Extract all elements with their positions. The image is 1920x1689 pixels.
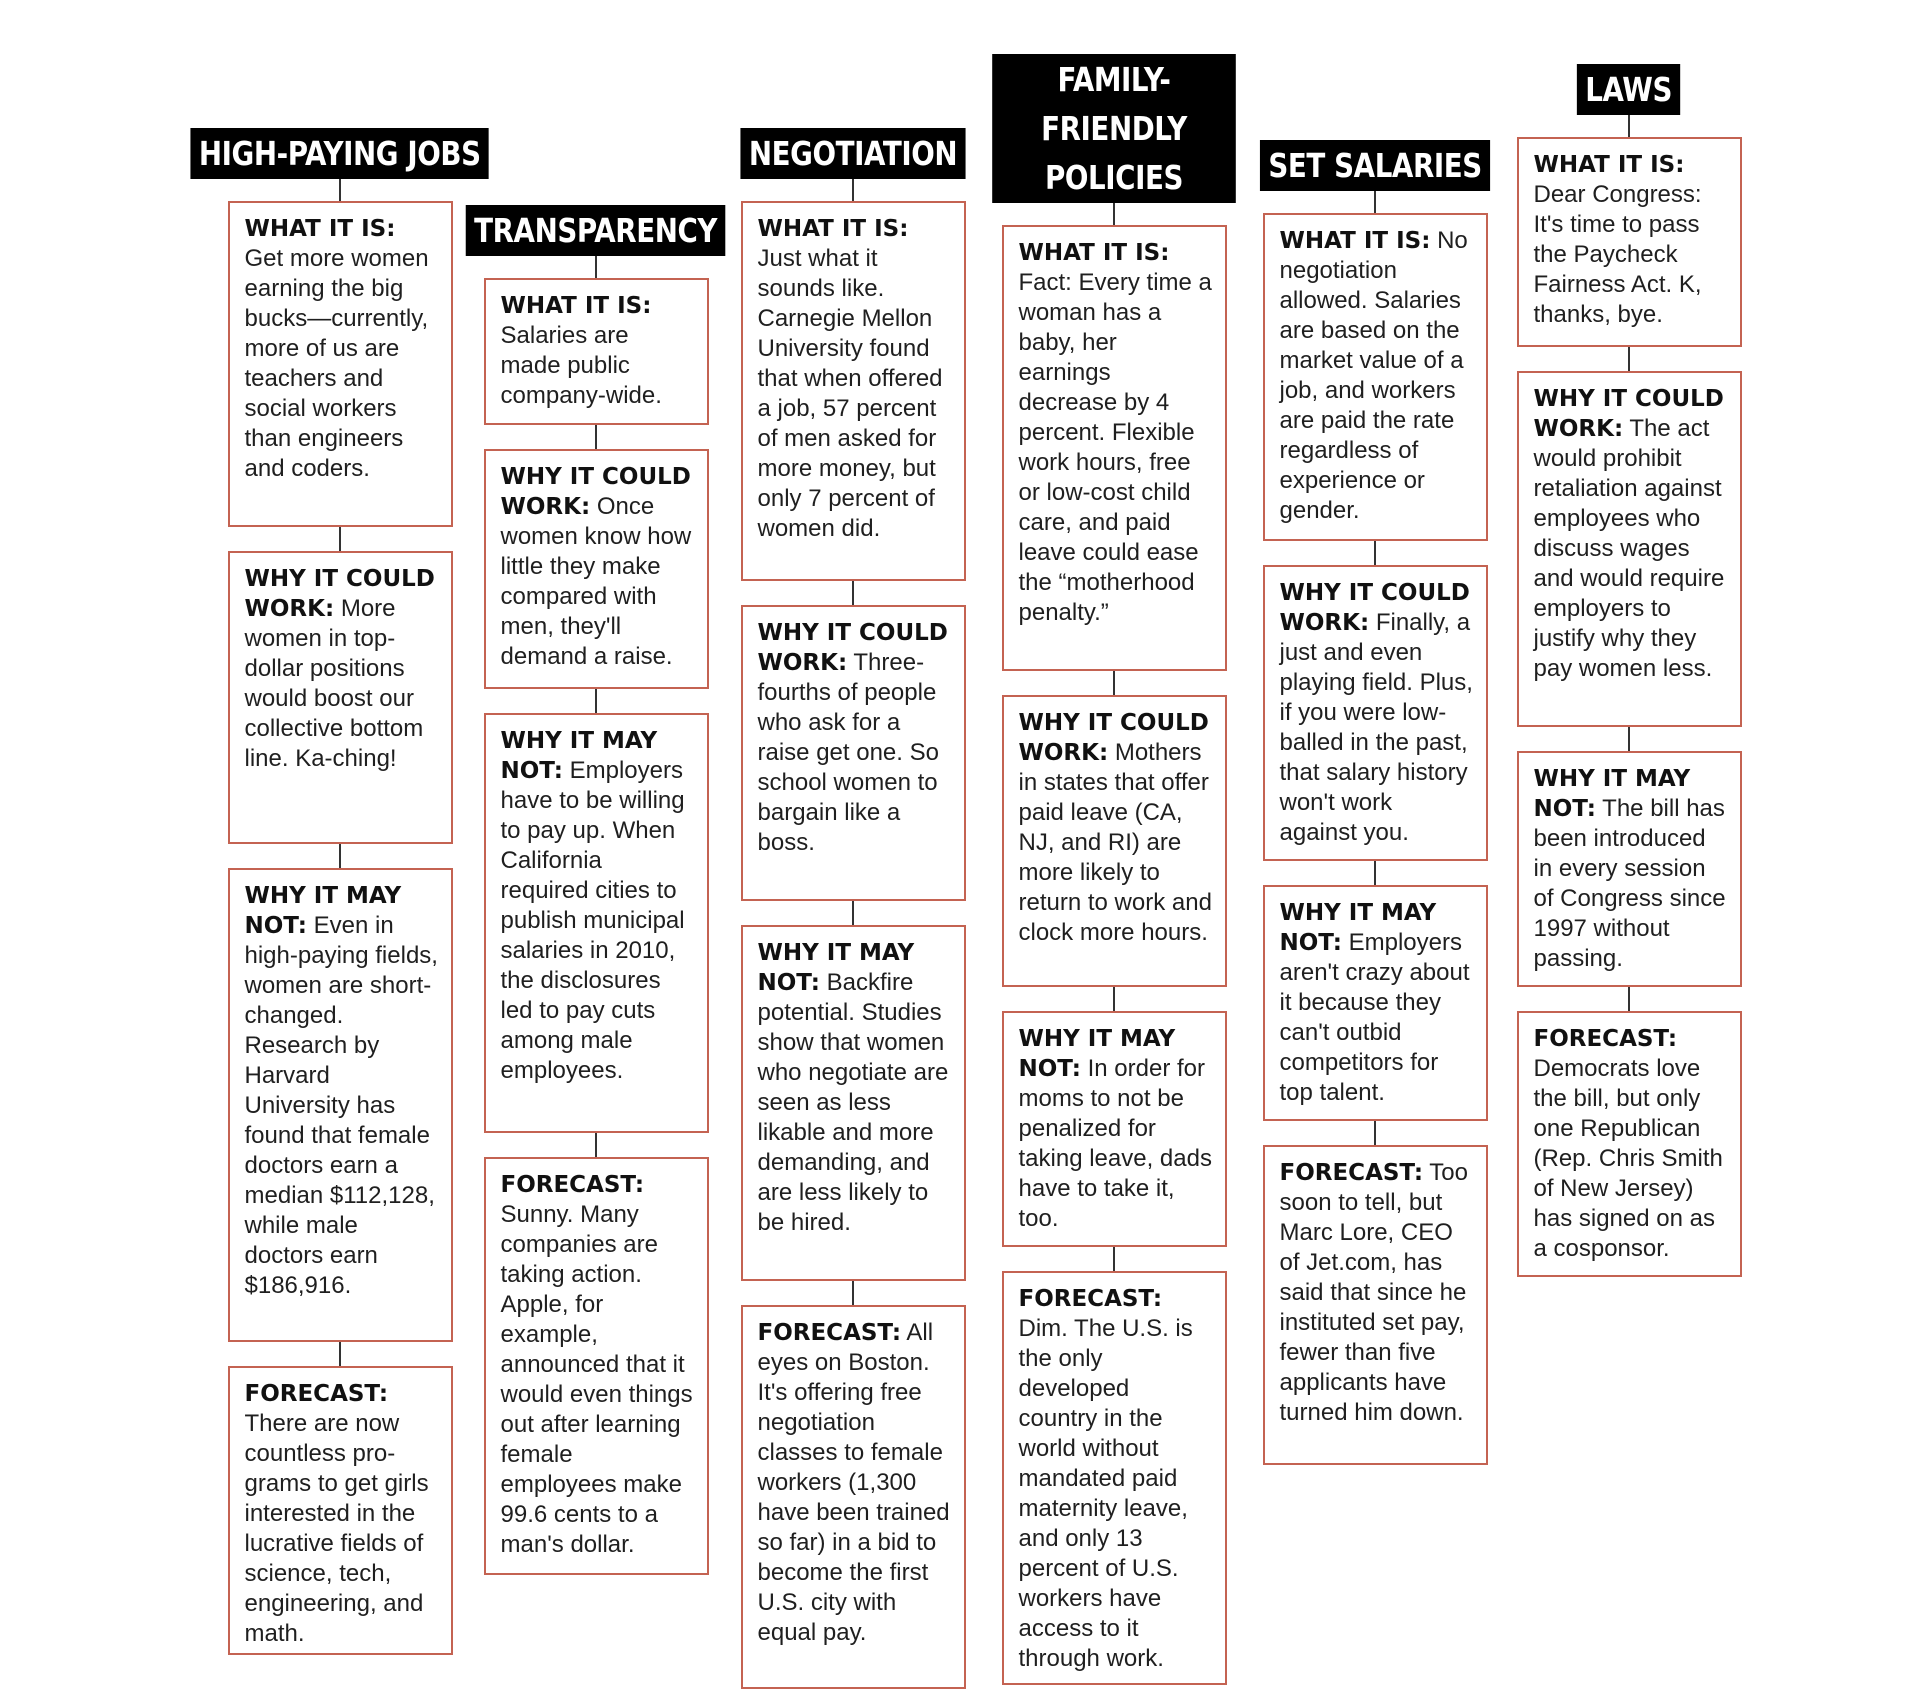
section-text: Dear Congress: It's time to pass the Paycheck Fairness Act. K, thanks, bye. — [1533, 181, 1702, 328]
why-it-could-work-box — [1002, 695, 1227, 987]
connector-line — [1113, 987, 1115, 1011]
column-header: HIGH-PAYING JOBS — [191, 128, 490, 179]
section-text: Just what it sounds like. Carnegie Mellon University found that when offered a job, 57 percent of men asked for more money, but only 7 percent of women did. — [757, 245, 943, 542]
section-text: Democrats love the bill, but only one Republican (Rep. Chris Smith of New Jersey) has signed on as a cosponsor. — [1533, 1055, 1723, 1262]
section-text: Dim. The U.S. is the only developed country in the world without mandated paid maternity leave, and only 13 percent of U.S. workers have access to it through work. — [1018, 1315, 1193, 1672]
what-it-is-box — [1002, 225, 1227, 671]
connector-line — [1374, 861, 1376, 885]
why-it-could-work-box — [1263, 565, 1488, 861]
column-header: LAWS — [1577, 64, 1681, 115]
section-label: FORECAST: — [1018, 1286, 1163, 1312]
what-it-is-box — [484, 278, 709, 425]
section-label: FORECAST: — [757, 1320, 902, 1346]
forecast-box — [741, 1305, 966, 1689]
connector-line — [1374, 191, 1376, 213]
what-it-is-box — [228, 201, 453, 527]
section-label: WHAT IT IS: — [1018, 240, 1170, 266]
why-it-could-work-box — [484, 449, 709, 689]
section-text: Even in high-paying fields, women are short-changed. Research by Harvard University has found that female doctors earn a median $112,128, while male doctors earn $186,916. — [244, 912, 438, 1299]
section-text: Get more women earning the big bucks—currently, more of us are teachers and social workers than engineers and coders. — [244, 245, 429, 482]
section-text: There are now countless pro-grams to get girls interested in the lucrative fields of science, tech, engineering, and math. — [244, 1410, 429, 1647]
why-it-may-not-box — [484, 713, 709, 1133]
connector-line — [595, 689, 597, 713]
column-set-salaries — [1250, 140, 1500, 1465]
forecast-box — [484, 1157, 709, 1575]
why-it-may-not-box — [1517, 751, 1742, 987]
section-text: Employers aren't crazy about it because they can't outbid competitors for top talent. — [1279, 929, 1470, 1106]
column-high-paying-jobs — [190, 128, 490, 1655]
column-header: SET SALARIES — [1260, 140, 1490, 191]
connector-line — [1374, 1121, 1376, 1145]
section-label: WHAT IT IS: — [500, 293, 652, 319]
connector-line — [339, 179, 341, 201]
connector-line — [339, 1342, 341, 1366]
why-it-may-not-box — [741, 925, 966, 1281]
column-laws — [1504, 64, 1754, 1277]
section-label: FORECAST: — [244, 1381, 389, 1407]
section-text: Backfire potential. Studies show that women who negotiate are seen as less likable and more demanding, and are less likely to be hired. — [757, 969, 949, 1236]
section-label: WHAT IT IS: — [757, 216, 909, 242]
column-transparency — [466, 205, 726, 1575]
connector-line — [1374, 541, 1376, 565]
section-text: The bill has been introduced in every session of Congress since 1997 without passing. — [1533, 795, 1726, 972]
section-label: WHY IT COULD WORK: — [500, 464, 691, 520]
section-text: Three-fourths of people who ask for a raise get one. So school women to bargain like a boss. — [757, 649, 939, 856]
connector-line — [595, 425, 597, 449]
section-label: WHY IT MAY NOT: — [500, 728, 658, 784]
section-label: WHY IT COULD WORK: — [244, 566, 435, 622]
section-text: Mothers in states that offer paid leave (CA, NJ, and RI) are more likely to return to work and clock more hours. — [1018, 739, 1212, 946]
connector-line — [852, 179, 854, 201]
section-label: WHY IT COULD WORK: — [757, 620, 948, 676]
section-label: WHAT IT IS: — [244, 216, 396, 242]
why-it-may-not-box — [1002, 1011, 1227, 1247]
section-label: FORECAST: — [1533, 1026, 1678, 1052]
section-label: WHY IT COULD WORK: — [1279, 580, 1470, 636]
section-label: WHY IT MAY NOT: — [1018, 1026, 1176, 1082]
connector-line — [595, 256, 597, 278]
section-label: WHY IT COULD WORK: — [1533, 386, 1724, 442]
forecast-box — [1517, 1011, 1742, 1277]
what-it-is-box — [1263, 213, 1488, 541]
section-label: WHAT IT IS: — [1533, 152, 1685, 178]
connector-line — [1628, 115, 1630, 137]
why-it-may-not-box — [1263, 885, 1488, 1121]
why-it-could-work-box — [228, 551, 453, 844]
connector-line — [595, 1133, 597, 1157]
connector-line — [1113, 203, 1115, 225]
connector-line — [1113, 1247, 1115, 1271]
section-text: All eyes on Boston. It's offering free negotiation classes to female workers (1,300 have been trained so far) in a bid to become the first U.S. city with equal pay. — [757, 1319, 950, 1646]
why-it-could-work-box — [741, 605, 966, 901]
connector-line — [339, 844, 341, 868]
why-it-could-work-box — [1517, 371, 1742, 727]
column-header: FAMILY-FRIENDLY POLICIES — [992, 54, 1236, 203]
section-text: Employers have to be willing to pay up. When California required cities to publish municipal salaries in 2010, the disclosures led to pay cuts among male employees. — [500, 757, 685, 1084]
section-label: WHY IT MAY NOT: — [244, 883, 402, 939]
connector-line — [852, 581, 854, 605]
section-text: Too soon to tell, but Marc Lore, CEO of Jet.com, has said that since he instituted set pay, fewer than five applicants have turned him down. — [1279, 1159, 1468, 1426]
section-label: WHY IT MAY NOT: — [1279, 900, 1437, 956]
section-label: WHY IT MAY NOT: — [1533, 766, 1691, 822]
connector-line — [852, 1281, 854, 1305]
forecast-box — [1002, 1271, 1227, 1685]
connector-line — [1113, 671, 1115, 695]
section-text: Sunny. Many companies are taking action. Apple, for example, announced that it would even things out after learning female employees make 99.6 cents to a man's dollar. — [500, 1201, 693, 1558]
why-it-may-not-box — [228, 868, 453, 1342]
column-negotiation — [728, 128, 978, 1689]
section-label: WHY IT MAY NOT: — [757, 940, 915, 996]
connector-line — [852, 901, 854, 925]
forecast-box — [1263, 1145, 1488, 1465]
connector-line — [1628, 987, 1630, 1011]
column-family-friendly-policies — [974, 54, 1254, 1685]
section-text: Finally, a just and even playing field. Plus, if you were low-balled in the past, that salary history won't work against you. — [1279, 609, 1473, 846]
section-text: In order for moms to not be penalized for taking leave, dads have to take it, too. — [1018, 1055, 1212, 1232]
what-it-is-box — [1517, 137, 1742, 347]
section-text: No negotiation allowed. Salaries are based on the market value of a job, and workers are paid the rate regardless of experience or gender. — [1279, 227, 1468, 524]
what-it-is-box — [741, 201, 966, 581]
section-text: Salaries are made public company-wide. — [500, 322, 662, 409]
section-text: More women in top-dollar positions would boost our collective bottom line. Ka-ching! — [244, 595, 424, 772]
section-text: The act would prohibit retaliation against employees who discuss wages and would require employers to justify why they pay women less. — [1533, 415, 1725, 682]
column-header: TRANSPARENCY — [466, 205, 726, 256]
section-text: Once women know how little they make compared with men, they'll demand a raise. — [500, 493, 692, 670]
section-label: WHY IT COULD WORK: — [1018, 710, 1209, 766]
connector-line — [1628, 727, 1630, 751]
section-label: WHAT IT IS: — [1279, 228, 1431, 254]
column-header: NEGOTIATION — [740, 128, 965, 179]
forecast-box — [228, 1366, 453, 1655]
connector-line — [1628, 347, 1630, 371]
connector-line — [339, 527, 341, 551]
section-label: FORECAST: — [1279, 1160, 1424, 1186]
section-text: Fact: Every time a woman has a baby, her earnings decrease by 4 percent. Flexible work hours, free or low-cost child care, and paid leave could ease the “motherhood penalty.” — [1018, 269, 1212, 626]
section-label: FORECAST: — [500, 1172, 645, 1198]
